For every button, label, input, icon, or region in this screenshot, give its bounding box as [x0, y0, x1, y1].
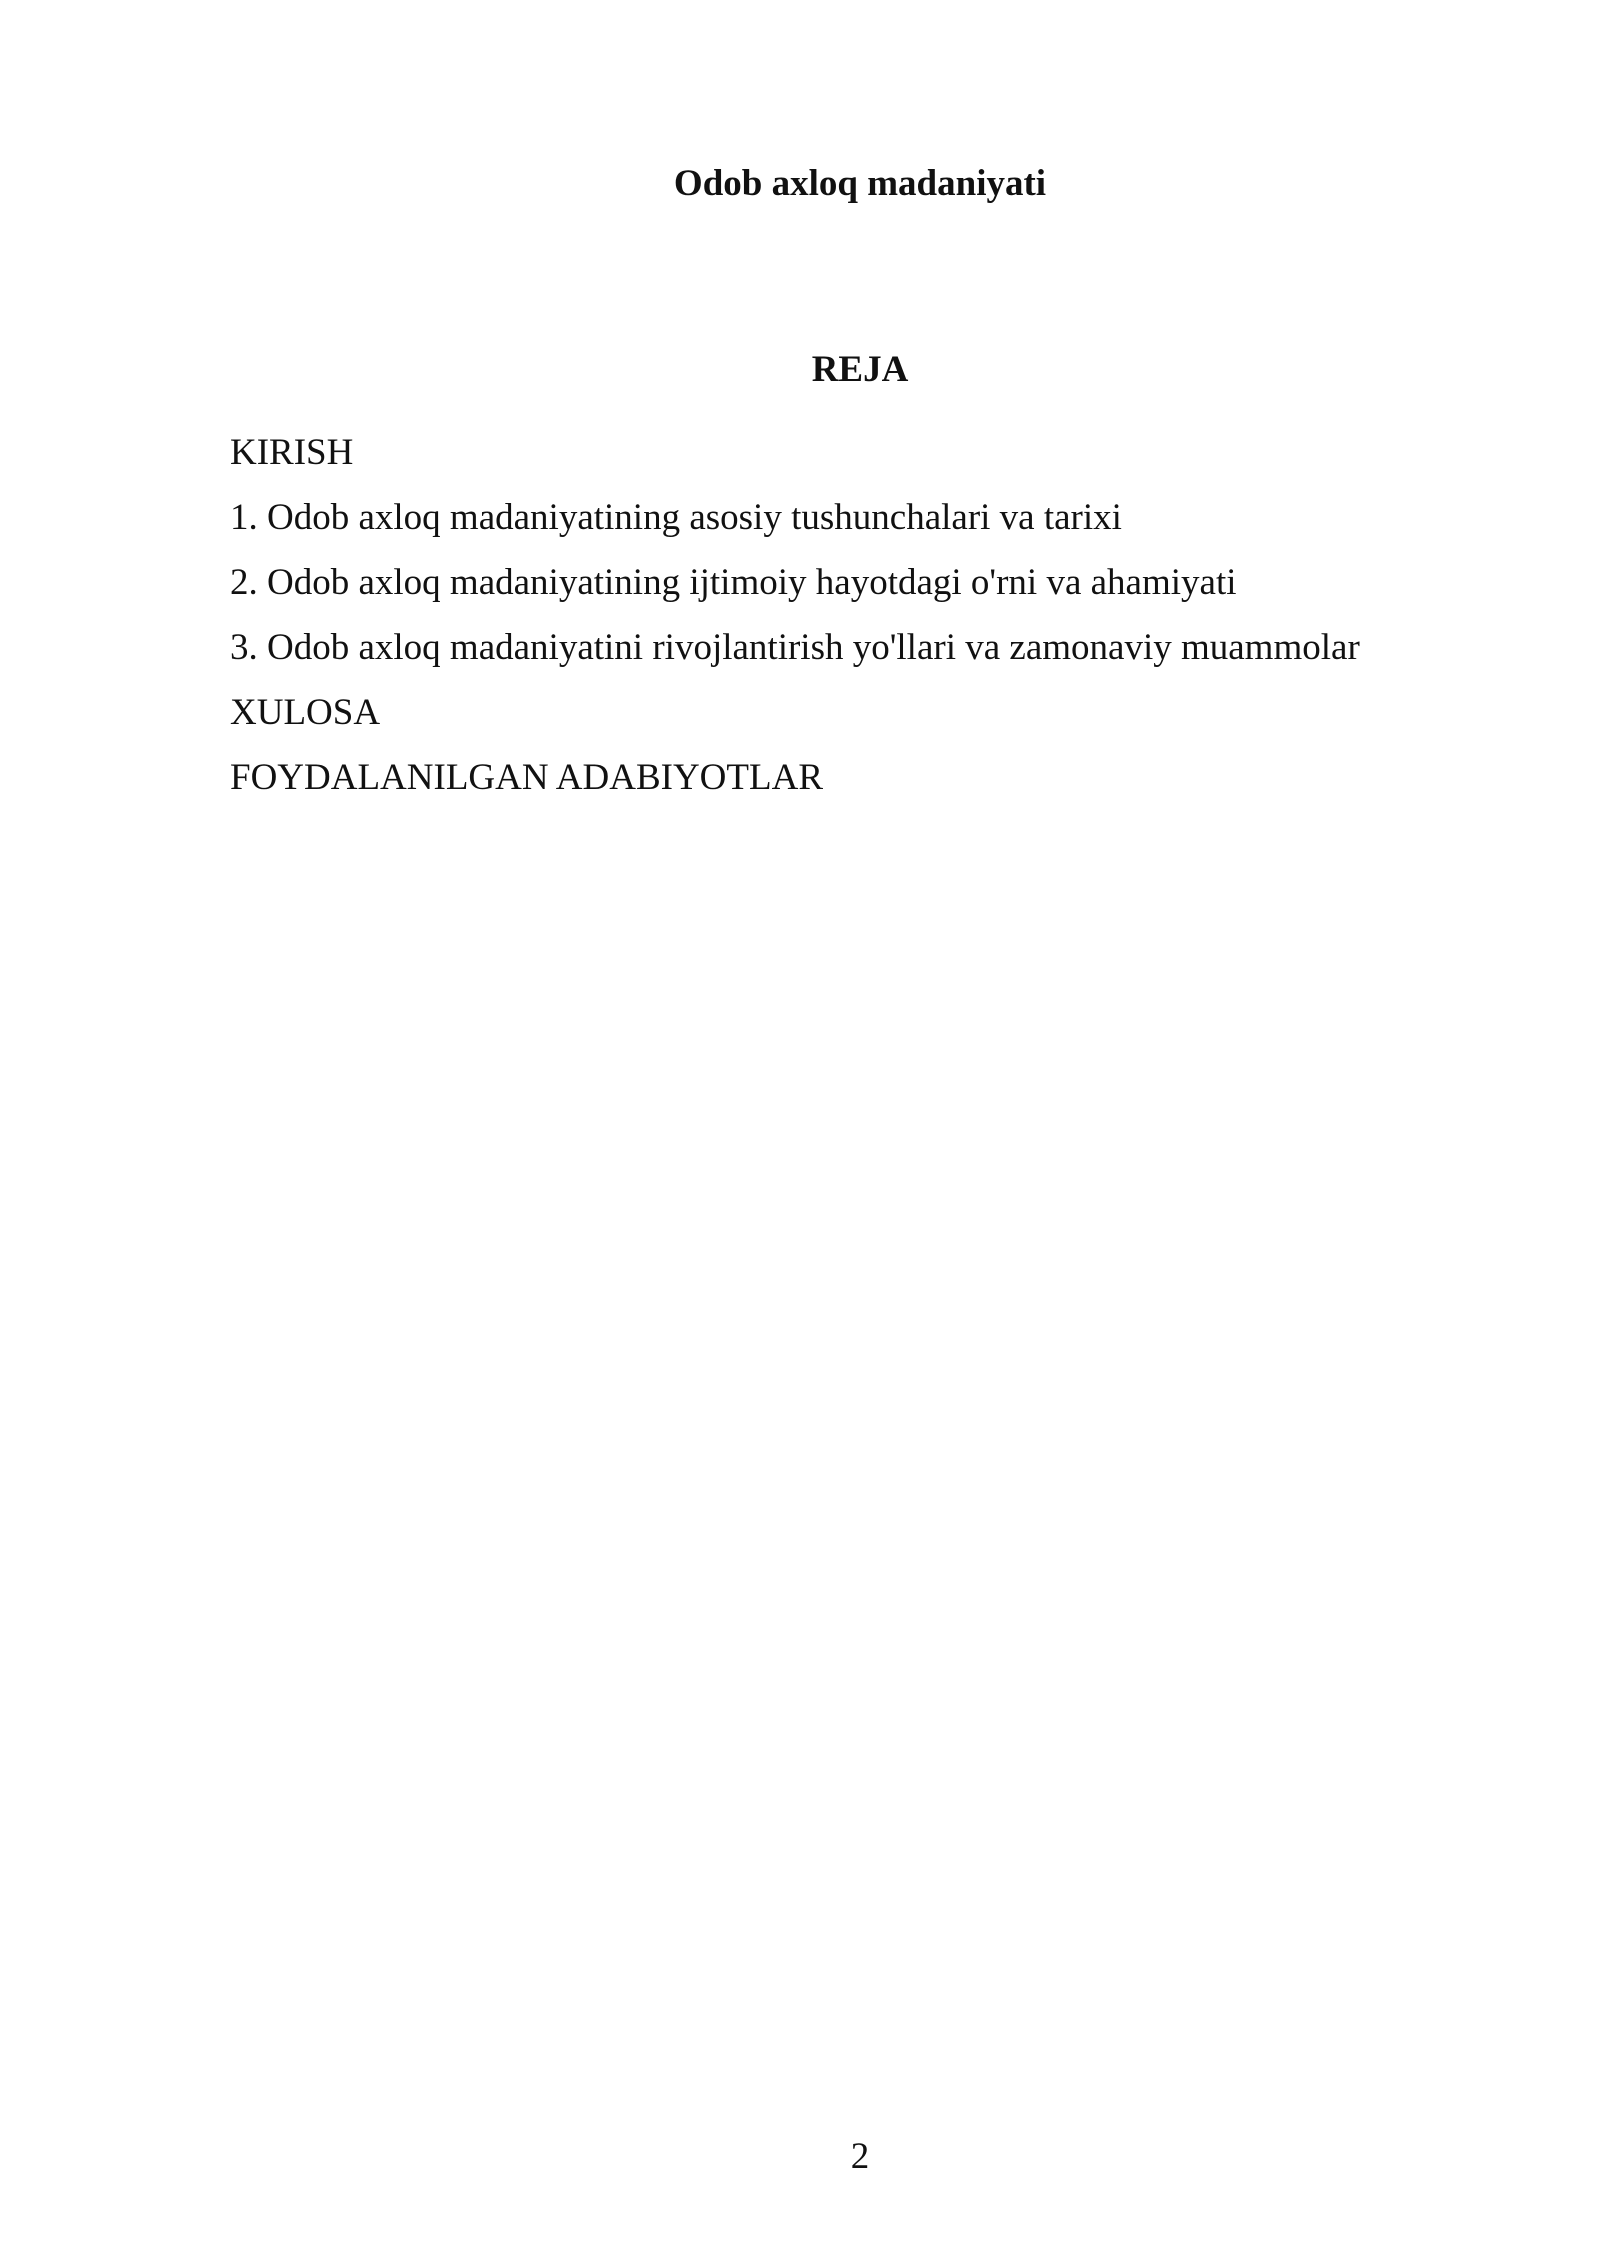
plan-item-1: 1. Odob axloq madaniyatining asosiy tushunchalari va tarixi	[230, 497, 1122, 538]
document-title: Odob axloq madaniyati	[673, 163, 1047, 204]
plan-item-3: 3. Odob axloq madaniyatini rivojlantirish yo'llari va zamonaviy muammolar	[230, 627, 1360, 668]
page-number: 2	[850, 2136, 870, 2177]
plan-item-introduction: KIRISH	[230, 432, 354, 473]
plan-item-conclusion: XULOSA	[230, 692, 381, 733]
plan-item-references: FOYDALANILGAN ADABIYOTLAR	[230, 757, 823, 798]
plan-item-2: 2. Odob axloq madaniyatining ijtimoiy hayotdagi o'rni va ahamiyati	[230, 562, 1237, 603]
plan-heading: REJA	[811, 349, 909, 390]
plan-list	[230, 420, 1530, 810]
